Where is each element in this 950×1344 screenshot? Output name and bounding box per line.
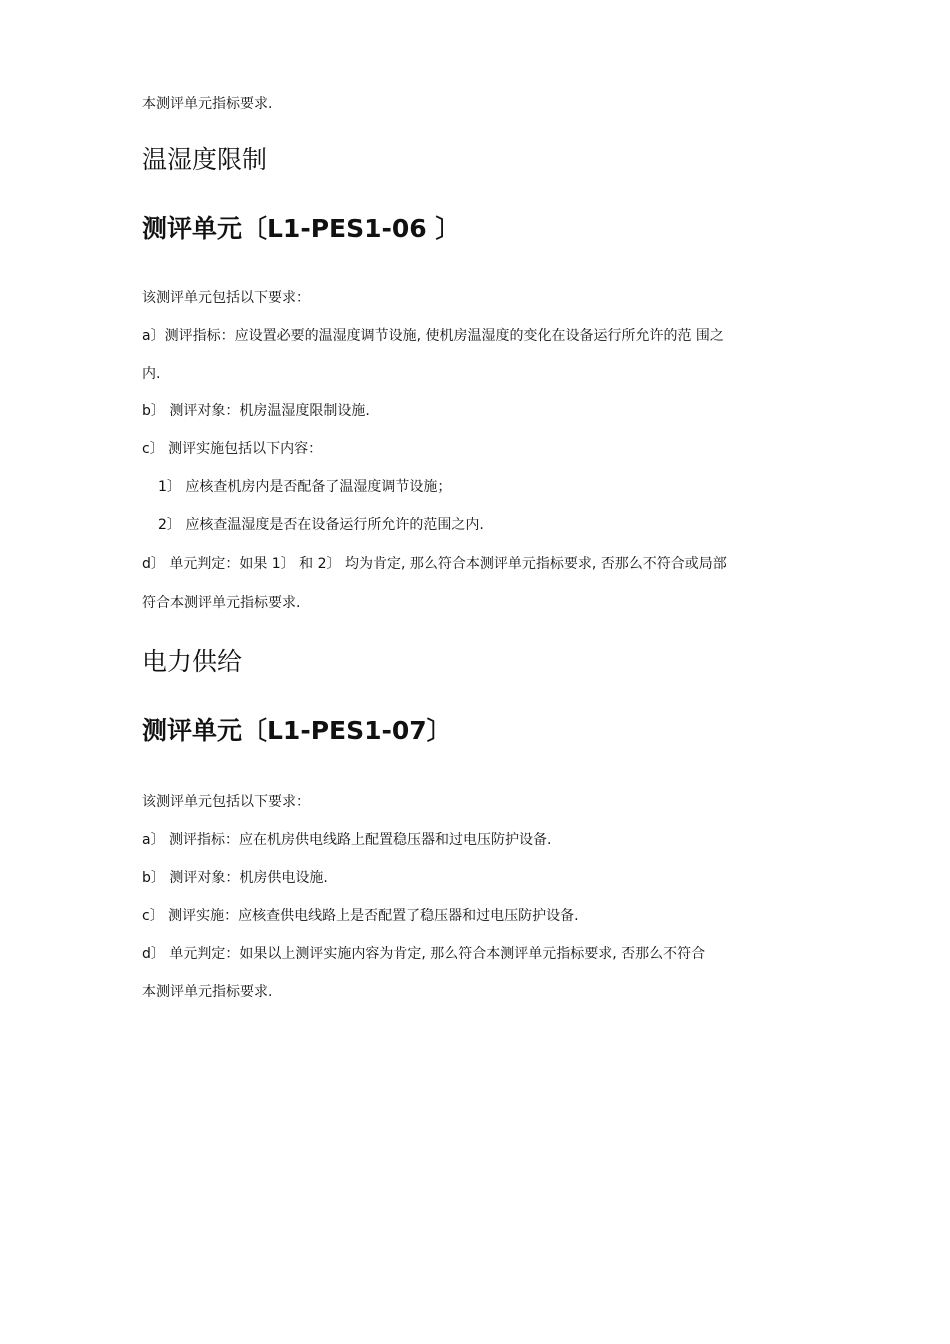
- item-a: a〕 测评指标：应在机房供电线路上配置稳压器和过电压防护设备.: [142, 832, 552, 848]
- item-d-line2: 符合本测评单元指标要求.: [142, 595, 301, 611]
- unit-heading-pes1-06: 测评单元〔L1-PES1-06 〕: [142, 214, 461, 243]
- item-c: c〕 测评实施：应核查供电线路上是否配置了稳压器和过电压防护设备.: [142, 908, 579, 924]
- item-a-line1: a〕测评指标：应设置必要的温湿度调节设施, 使机房温湿度的变化在设备运行所允许的范 围之: [142, 328, 724, 344]
- item-b: b〕 测评对象：机房供电设施.: [142, 870, 328, 886]
- item-c-sub2: 2〕 应核查温湿度是否在设备运行所允许的范围之内.: [158, 517, 484, 533]
- unit-intro: 该测评单元包括以下要求：: [142, 290, 310, 306]
- item-c: c〕 测评实施包括以下内容：: [142, 441, 323, 457]
- item-d-line1: d〕 单元判定：如果以上测评实施内容为肯定, 那么符合本测评单元指标要求, 否那么不符合: [142, 946, 706, 962]
- item-d-line1: d〕 单元判定：如果 1〕 和 2〕 均为肯定, 那么符合本测评单元指标要求, 否那么不符合或局部: [142, 556, 727, 572]
- section-title-temperature-humidity: 温湿度限制: [142, 145, 268, 174]
- item-d-line2: 本测评单元指标要求.: [142, 984, 273, 1000]
- unit-heading-pes1-07: 测评单元〔L1-PES1-07〕: [142, 716, 452, 745]
- item-c-sub1: 1〕 应核查机房内是否配备了温湿度调节设施；: [158, 479, 452, 495]
- section-title-power-supply: 电力供给: [142, 647, 243, 676]
- continuation-text: 本测评单元指标要求.: [142, 96, 273, 112]
- item-b: b〕 测评对象：机房温湿度限制设施.: [142, 403, 370, 419]
- item-a-line2: 内.: [142, 366, 161, 382]
- unit-intro: 该测评单元包括以下要求：: [142, 794, 310, 810]
